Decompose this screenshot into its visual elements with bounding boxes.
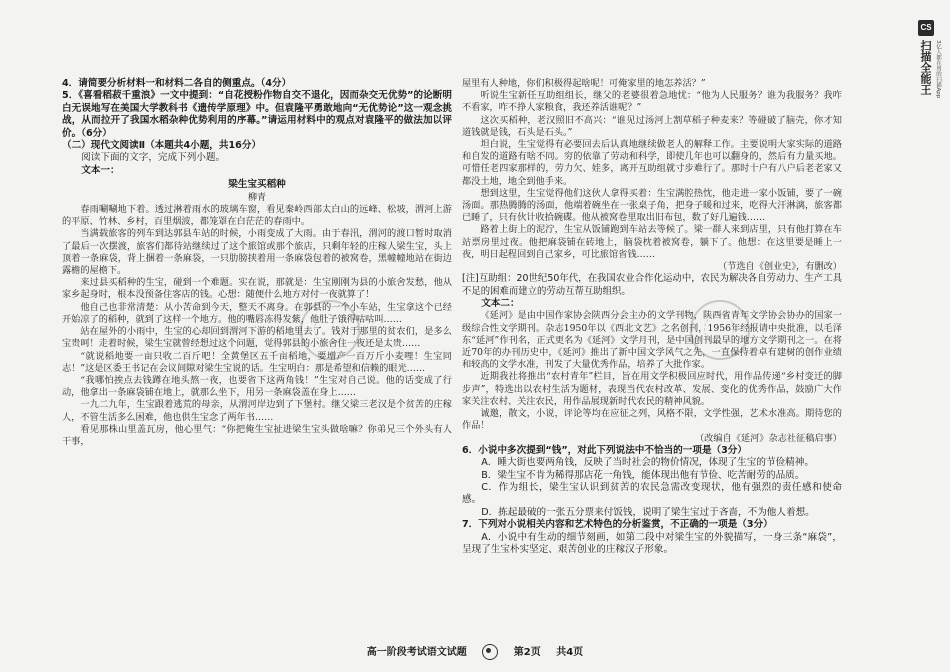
question-7: 7．下列对小说相关内容和艺术特色的分析鉴赏，不正确的一项是（3分） <box>462 519 773 531</box>
article-paragraph: “我哪怕挨点去钱蹲在地头熬一夜，也要省下这两角钱！”生宝对自己说。他的话变成了行动，他拿出一条麻袋铺在地上，就那么坐下，用另一条麻袋盖在身上…… <box>62 374 452 399</box>
article-author: 柳青 <box>247 192 266 203</box>
question-option: C．作为组长，梁生宝认识到贫苦的农民急需改变现状，他有强烈的责任感和使命感。 <box>462 481 842 506</box>
question-option: A．小说中有生动的细节刻画，如第二段中对梁生宝的外貌描写，一身三条“麻袋”，呈现了生宝朴实坚定、艰苦创业的庄稼汉子形象。 <box>462 531 842 555</box>
text2-label: 文本二： <box>481 298 520 310</box>
article-paragraph: 路着上街上的泥泞，生宝从饭铺跑到车站去等候了。梁一群人来到店里，只有他打算在车站票房里过夜。他把麻袋铺在砖地上，脑袋枕着被窝卷，躺下了。他想：在这里要是睡上一夜，明日起程回到自己家乡，可比旅馆省钱…… <box>462 224 842 260</box>
article-title: 梁生宝买稻种 <box>228 179 286 191</box>
section-heading: （二）现代文阅读Ⅱ（本题共4小题，共16分） <box>62 140 262 152</box>
source-citation: （节选自《创业史》，有删改） <box>717 261 842 273</box>
question-6: 6．小说中多次提到“钱”，对此下列说法中不恰当的一项是（3分） <box>462 444 747 456</box>
question-option: D．拣起最破的一张五分票来付饭钱，说明了梁生宝过于吝啬，不为他人着想。 <box>481 506 815 518</box>
article-paragraph: 听说生宝新任互助组组长，继父的老婆很着急地忧：“他为人民服务？谁为我服务？我咋不看家，咋不挣人家粮食，我还养活谁呢？” <box>462 90 842 114</box>
page-number: 第2页 <box>513 647 541 658</box>
question-4: 4．请简要分析材料一和材料二各自的侧重点。（4分） <box>62 78 292 89</box>
article-paragraph: 屋里有人种地，你们积极得起啥呢！可俺家里的地怎养活？” <box>462 78 706 89</box>
article-paragraph: 这次买稻种，老汉照旧不高兴：“谁见过汤河上割草稻子种麦来？等碰破了脑壳，你才知道钱就是钱，石头是石头。” <box>462 114 842 138</box>
article-paragraph: 当满载旅客的列车到达郭县车站的时候，小雨变成了大雨。由于春汛，渭河的渡口暂时取消了最后一次摆渡，旅客们都待站继续过了这个旅馆或那个旅店，只剩年轻的庄稼人梁生宝，头上顶着一条麻袋，背上捆着一条麻袋，一只肋膀挟着用一条麻袋包着的被窝卷，黑幢幢地站在街边露檐的屋檐下。 <box>62 228 452 277</box>
exam-title: 高一阶段考试语文试题 <box>366 647 467 658</box>
text2-paragraph: 近期我社将推出“农村青年”栏目，旨在用文学积极回应时代，用作品传递“乡村变迁的脚步声”，特选出以农村生活为题材，表现当代农村改革、发展、变化的优秀作品，鼓励广大作家关注农村、关注农民，用作品展现新时代农民的精神风貌。 <box>462 371 842 407</box>
watermark-name: 扫描全能王 <box>919 40 932 95</box>
article-paragraph: 看见那株山里盖瓦房，他心里气：“你把俺生宝扯进梁生宝头做啥嘛？你弟兄三个外头有人干事， <box>62 423 452 447</box>
article-paragraph: 一九二九年，生宝跟着逃荒的母亲，从渭河岸边到了下堡村。继父梁三老汉是个贫苦的庄稼人，不管生活多么困难，他也供生宝念了两年书…… <box>62 399 452 423</box>
footnote: [注]互助组：20世纪50年代，在我国农业合作化运动中，农民为解决各自劳动力、生产工具不足的困难而建立的劳动互帮互助组织。 <box>462 273 842 297</box>
article-paragraph: 春雨唰唰地下着。透过淋着雨水的玻璃车窗，看见秦岭西部太白山的远峰、松坡，渭河上游的平原、竹林、乡村，百里烟波，都笼罩在白茫茫的春雨中。 <box>62 204 452 228</box>
question-option: A．睡大街也要两角钱，反映了当时社会的物价情况，体现了生宝的节俭精神。 <box>481 457 814 469</box>
article-paragraph: 站在屋外的小雨中，生宝的心却回到渭河下游的稻地里去了。钱对于那里的贫农们，是多么宝贵呵！走着时候，梁生宝就曾经想过这个问题，觉得郭县的小旅舍住一夜还是太贵…… <box>62 326 452 350</box>
article-paragraph: 坦白说，生宝觉得有必要回去后认真地继续做老人的解释工作。主要说明大家实际的道路和自发的道路有啥不同。穷的依靠了劳动和科学，即使几年也可以翻身的，然后有力量买地。可惜任老四家那样的，劳力欠、娃多，离开互助组就寸步难行了。那时十户有八户后老老家又都没土地，地全到他手来。 <box>462 139 842 187</box>
left-column <box>62 78 452 448</box>
question-option: B．梁生宝不肯为稀得那店花一角钱，能体现出他有节俭、吃苦耐劳的品质。 <box>481 469 805 481</box>
watermark-subtitle: 3亿人都在用的扫描App <box>935 40 941 99</box>
question-5: 5．《喜看稻菽千重浪》一文中提到：“自花授粉作物自交不退化，因而杂交无优势”的论断明白无误地写在美国大学教科书《遗传学原理》中。但袁隆平勇敢地向“无优势论”这一观念挑战，从而拉开了我国水稻杂种优势利用的序幕。”请运用材料中的观点对袁隆平的做法加以评价。（6分） <box>62 90 452 139</box>
text2-paragraph: 《延河》是由中国作家协会陕西分会主办的文学刊物，陕西省青年文学协会协办的国家一级综合性文学期刊。杂志1950年以《西北文艺》之名创刊，1956年经报请中央批准，以毛泽东“延河”作刊名，正式更名为《延河》文学月刊，是中国创刊最早的地方文学期刊之一。在将近70年的办刊历史中，《延河》推出了新中国文学风气之先，一直保持着卓有建树的创作业绩和较高的文学水准，刊发了大量优秀作品，培养了大批作家。 <box>462 310 842 371</box>
article-paragraph: 想到这里，生宝觉得他们这伙人拿得买着：生宝满腔热忱，他走进一家小饭铺，要了一碗汤面。那热腾腾的汤面，他端着碗坐在一张桌子角，把身子暖和过来，吃得大汗淋漓，旅客都已睡了，只有伙计收拾碗碟。他从被窝卷里取出旧布包，数了好几遍钱…… <box>462 187 842 224</box>
source-citation: （改编自《延河》杂志社征稿启事） <box>695 432 842 444</box>
text1-label: 文本一： <box>81 164 120 176</box>
right-column <box>462 78 842 556</box>
page-total: 共4页 <box>556 647 584 658</box>
school-emblem-icon <box>482 644 498 660</box>
scanner-watermark <box>916 10 944 130</box>
cs-logo-icon: CS <box>918 20 934 36</box>
article-paragraph: 他自己也非常清楚：从小苦命到今天，整天不离身。在郭县的一个小车站，生宝拿这个已经开始凉了的稻种，就到了这样一个地方。他的嘴唇冻得发紫，他肚子饿得咕咕叫…… <box>62 301 452 325</box>
text2-paragraph: 诚邀，散文，小说，评论等均在应征之列，风格不限，文学性强，艺术水准高。期待您的作品！ <box>462 408 842 432</box>
page-footer <box>0 643 950 660</box>
reading-instruction: 阅读下面的文字，完成下列小题。 <box>81 152 226 164</box>
article-paragraph: “就说稻地要一亩只收二百斤吧！全黄堡区五千亩稻地，要增产一百万斤小麦哩！生宝同志！”这是区委王书记在会议间隙对梁生宝说的话。生宝明白：那是希望和信赖的眼光…… <box>62 350 452 374</box>
article-paragraph: 来过县买稻种的生宝，碰到一个难题。实在说，那就是：生宝刚刚为县的小旅舍发愁，他从家乡起身时，根本没预备住客店的钱。心想：随便什么地方对付一夜就算了！ <box>62 277 452 301</box>
